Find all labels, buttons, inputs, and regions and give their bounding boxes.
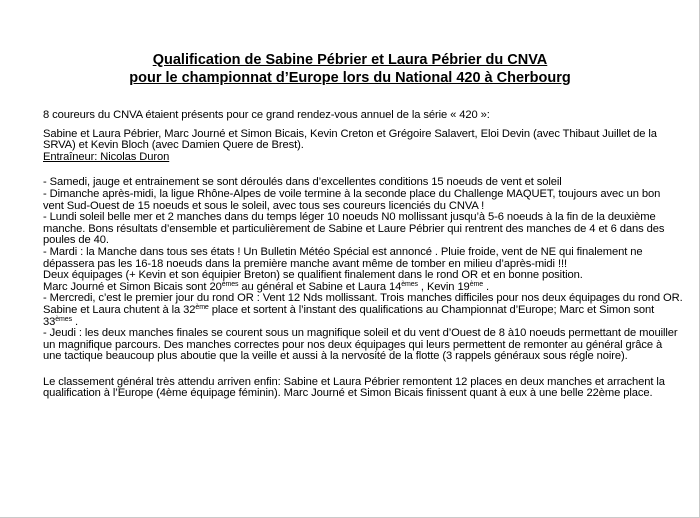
- participants-paragraph: Sabine et Laura Pébrier, Marc Journé et Simon Bicais, Kevin Creton et Grégoire Salavert, Eloi Devin (avec Thibaut Juillet de la SRVA) et Kevin Bloch (avec Damien Quere de Brest).: [43, 127, 657, 152]
- mercredi-text-c: .: [71, 315, 78, 328]
- results-text-c: , Kevin 19: [417, 280, 470, 293]
- mercredi-text-a: - Mercredi, c’est le premier jour du rond OR : Vent 12 Nds mollissant. Trois manches difficiles pour nos deux équipages du rond OR. Sabine et Laura chutent à la 32: [43, 292, 683, 316]
- intro-paragraph: 8 coureurs du CNVA étaient présents pour ce grand rendez-vous annuel de la série « 420 »:: [43, 109, 490, 121]
- document-body: [43, 110, 683, 400]
- results-sup-c: ème: [469, 280, 484, 288]
- results-sup-b: èmes: [401, 280, 418, 288]
- title-line-1: Qualification de Sabine Pébrier et Laura Pébrier du CNVA: [152, 52, 548, 68]
- results-text-b: au général et Sabine et Laura 14: [238, 280, 402, 293]
- conclusion-paragraph: Le classement général très attendu arriven enfin: Sabine et Laura Pébrier remontent 12 places en deux manches et arrachent la qualification à l’Europe (4ème équipage féminin). Marc Journé et Simon Bicais finissent quant à eux à une belle 22ème place.: [43, 375, 665, 400]
- mercredi-text-b: place et sortent à l’instant des qualifications au Championnat d’Europe; Marc et Simon sont 33: [43, 303, 655, 328]
- day-jeudi: - Jeudi : les deux manches finales se courent sous un magnifique soleil et du vent d’Ouest de 8 à10 noeuds permettant de mouiller un magnifique parcours. Des manches correctes pour nos deux équipages qui leurs permettent de remonter au général grâce à une tactique beaucoup plus aboutie que la veille et aussi à la nervosité de la flotte (3 rappels généraux sous régle noire).: [43, 327, 678, 363]
- results-sup-a: èmes: [221, 280, 239, 288]
- mercredi-sup-a: ème: [195, 303, 209, 311]
- day-dimanche: - Dimanche après-midi, la ligue Rhône-Alpes de voile termine à la seconde place du Challenge MAQUET, toujours avec un bon vent Sud-Ouest de 15 noeuds et sous le soleil, avec tous ses coureurs licenciés du CNVA !: [43, 187, 661, 212]
- document-title: [0, 51, 700, 87]
- mercredi-sup-b: èmes: [55, 315, 72, 323]
- results-text-a: Marc Journé et Simon Bicais sont 20: [43, 280, 222, 293]
- day-lundi: - Lundi soleil belle mer et 2 manches dans du temps léger 10 noeuds N0 mollissant jusqu’à 5-6 noeuds à la fin de la deuxième manche. Bons résultats d’ensemble et particulièrement de Sabine et Laure Pébrier qui rentrent des manches de 4 et 6 dans des poules de 40.: [43, 211, 665, 247]
- qualification-line: Deux équipages (+ Kevin et son équipier Breton) se qualifient finalement dans le rond OR et en bonne position.: [43, 269, 583, 282]
- results-text-d: .: [483, 280, 490, 293]
- title-line-2: pour le championnat d’Europe lors du National 420 à Cherbourg: [129, 70, 571, 86]
- day-mardi: - Mardi : la Manche dans tous ses états ! Un Bulletin Météo Spécial est annoncé . Pluie froide, vent de NE qui finalement ne dépassera pas les 16-18 noeuds dans la première manche avant même de tomber en milieu d’après-midi !!!: [43, 245, 643, 270]
- day-samedi: - Samedi, jauge et entrainement se sont déroulés dans d’excellentes conditions 15 noeuds de vent et soleil: [43, 176, 562, 189]
- trainer-line: Entraîneur: Nicolas Duron: [43, 150, 170, 163]
- day-mercredi: [43, 293, 683, 328]
